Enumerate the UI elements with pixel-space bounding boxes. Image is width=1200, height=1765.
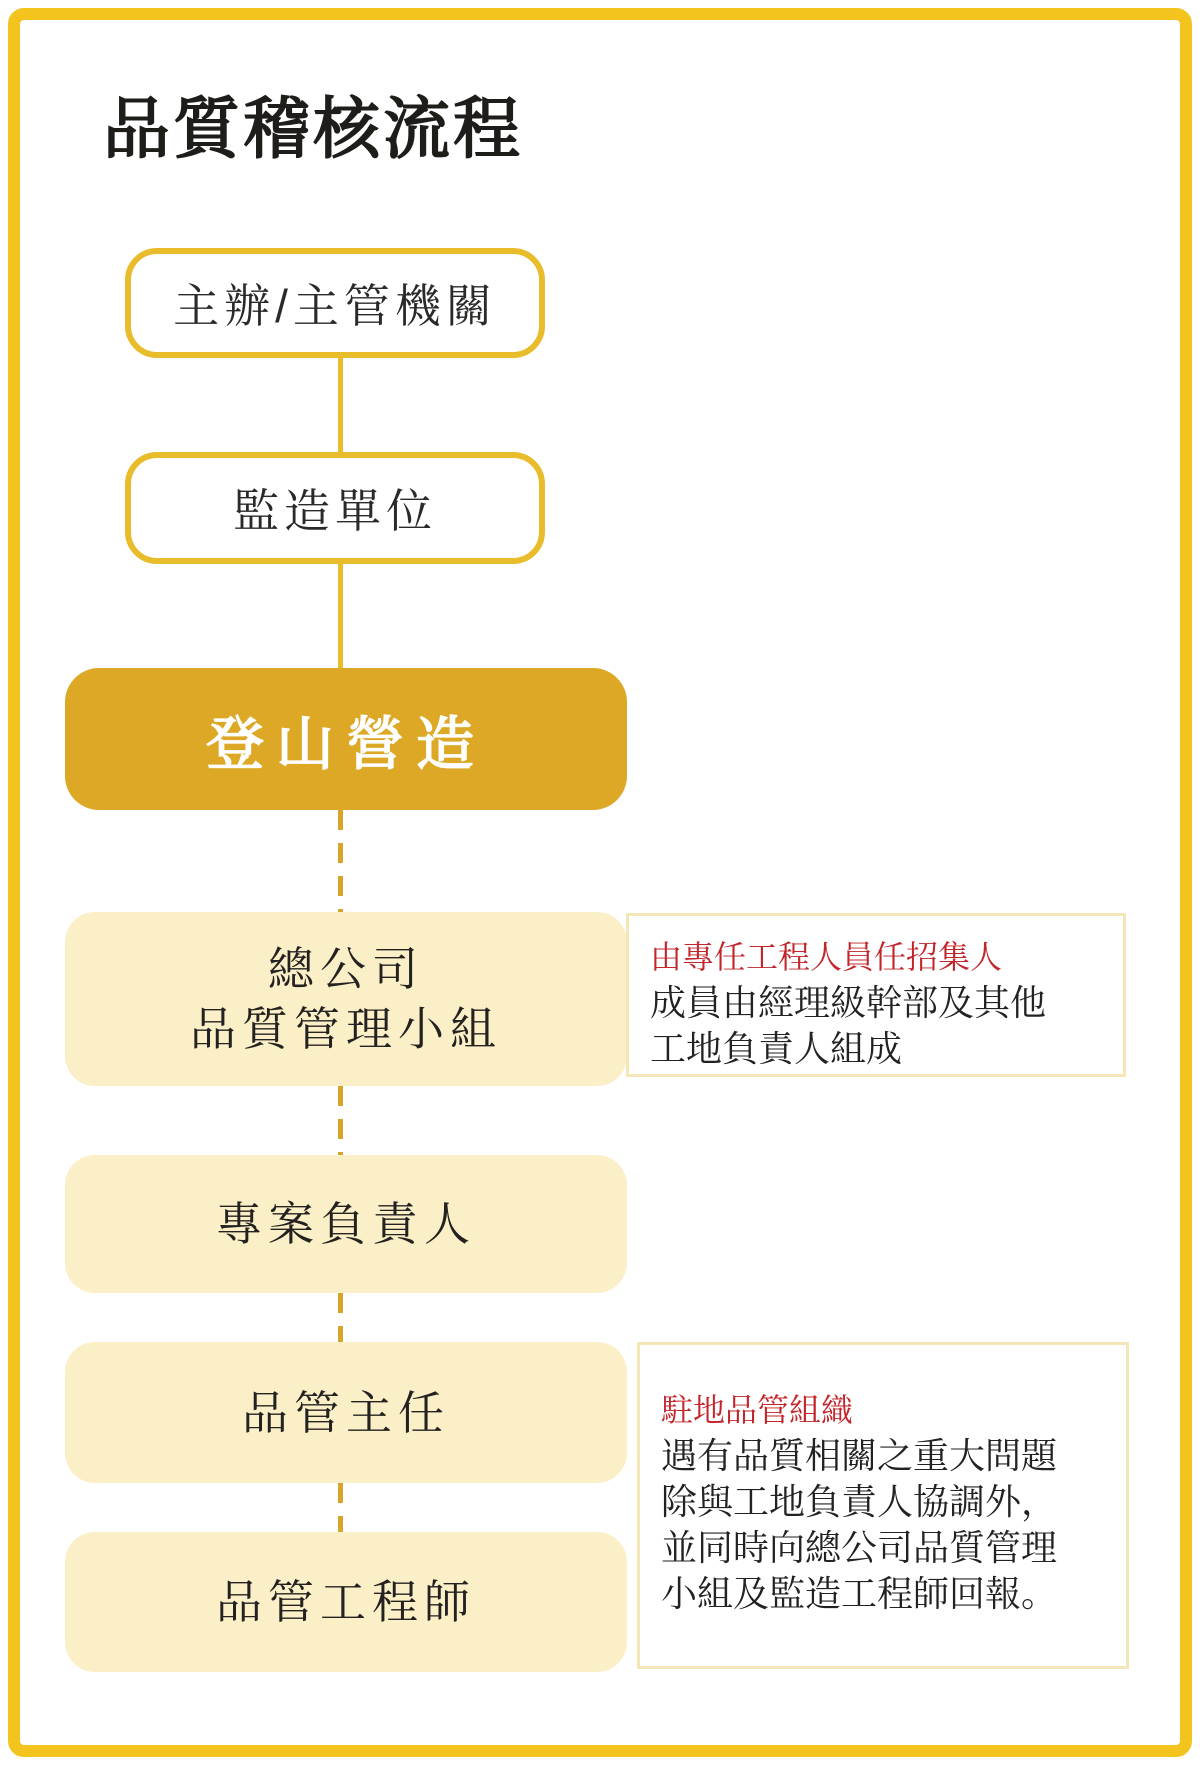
connector-dashed-3 (338, 1293, 343, 1342)
flow-box-qc-director (65, 1342, 627, 1483)
annotation-panel-site-qc-line: 除與工地負責人協調外， (661, 1481, 1058, 1522)
flow-box-company-label: 登山營造 (205, 712, 486, 777)
flow-box-qc-director-label: 品管主任 (242, 1386, 450, 1439)
flow-box-supervision-unit (125, 452, 545, 564)
flow-box-qc-engineer-label: 品管工程師 (216, 1576, 476, 1628)
page-title: 品質稽核流程 (103, 92, 523, 167)
connector-solid-1 (338, 356, 343, 454)
annotation-panel-site-qc-line: 小組及監造工程師回報。 (661, 1573, 1058, 1614)
annotation-panel-site-qc-line: 並同時向總公司品質管理 (661, 1527, 1058, 1568)
flow-box-hq-quality-team (65, 912, 627, 1086)
flow-box-hq-quality-team-line1: 總公司 (268, 943, 424, 995)
annotation-panel-site-qc-line: 遇有品質相關之重大問題 (661, 1435, 1058, 1476)
flow-box-hq-quality-team-line2: 品質管理小組 (190, 1003, 502, 1055)
annotation-panel-hq-team-line: 工地負責人組成 (650, 1028, 903, 1069)
flow-box-supervision-unit-label: 監造單位 (233, 485, 437, 537)
connector-dashed-1 (338, 810, 343, 912)
flow-box-company (65, 668, 627, 810)
annotation-panel-site-qc-highlight: 駐地品管組織 (661, 1392, 854, 1428)
flow-box-project-manager-label: 專案負責人 (216, 1198, 476, 1250)
connector-dashed-2 (338, 1086, 343, 1155)
flow-box-supervising-agency-label: 主辦/主管機關 (173, 280, 497, 332)
annotation-panel-site-qc (637, 1342, 1129, 1669)
connector-dashed-4 (338, 1483, 343, 1532)
flow-box-project-manager (65, 1155, 627, 1293)
connector-solid-2 (338, 562, 343, 670)
annotation-panel-hq-team (626, 913, 1126, 1077)
flow-box-supervising-agency (125, 248, 545, 358)
annotation-panel-hq-team-line: 成員由經理級幹部及其他 (650, 982, 1047, 1023)
flow-box-qc-engineer (65, 1532, 627, 1672)
annotation-panel-hq-team-highlight: 由專任工程人員任招集人 (650, 939, 1003, 975)
